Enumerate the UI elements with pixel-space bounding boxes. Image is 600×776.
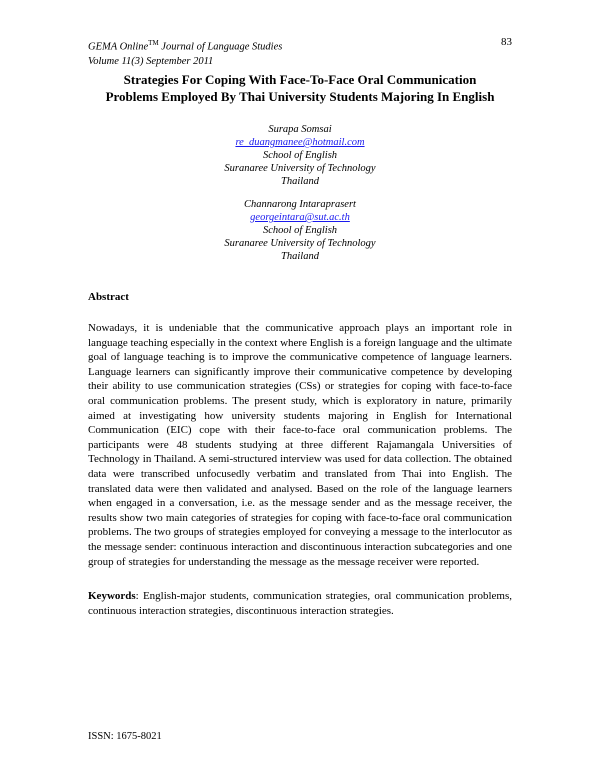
abstract-heading: Abstract: [88, 291, 129, 303]
keywords-paragraph: [88, 589, 512, 618]
author-name: Channarong Intaraprasert: [244, 199, 356, 210]
issn-footer: ISSN: 1675-8021: [88, 731, 162, 742]
page-number: 83: [501, 36, 512, 48]
author-country: Thailand: [281, 176, 319, 187]
running-header: [88, 36, 282, 69]
author-university: Suranaree University of Technology: [224, 163, 376, 174]
author-name: Surapa Somsai: [268, 124, 332, 135]
author-country: Thailand: [281, 251, 319, 262]
author-university: Suranaree University of Technology: [224, 238, 376, 249]
abstract-body: Nowadays, it is undeniable that the communicative approach plays an important role in language teaching especially in the context where English is a foreign language and the ultimate goal of language teaching is to improve the communicative competence of language learners. Language learners can significantly improve their communicative competence by developing their ability to use communication strategies (CSs) or strategies for coping with face-to-face oral communication problems. The present study, which is exploratory in nature, primarily aimed at investigating how university students majoring in English for International Communication (EIC) cope with their face-to-face oral communication problems. The participants were 48 students studying at three different Rajamangala Universities of Technology in Thailand. A semi-structured interview was used for data collection. The obtained data were transcribed unfocusedly verbatim and translated from Thai into English. The translated data were then validated and analysed. Based on the role of the language learners when engaged in a conversation, i.e. as the message sender and as the message receiver, the results show two main categories of strategies for coping with face-to-face oral communication problems. The two groups of strategies employed for conveying a message to the interlocutor as the message sender: continuous interaction and discontinuous interaction subcategories and one group of strategies for understanding the message as the message receiver were reported.: [88, 322, 512, 568]
keywords-text: : English-major students, communication strategies, oral communication problems, continuous interaction strategies, discontinuous interaction strategies.: [88, 590, 512, 617]
author-email-link[interactable]: georgeintara@sut.ac.th: [250, 212, 350, 223]
paper-title: [80, 71, 520, 105]
journal-title: [88, 36, 282, 55]
title-line-1: Strategies For Coping With Face-To-Face Oral Communication: [123, 72, 477, 87]
keywords-label: Keywords: [88, 590, 136, 602]
journal-name: GEMA Online: [88, 41, 149, 53]
author-block-2: [150, 198, 450, 263]
title-line-2: Problems Employed By Thai University Students Majoring In English: [105, 89, 495, 104]
author-email-link[interactable]: re_duangmanee@hotmail.com: [235, 137, 365, 148]
trademark-mark: TM: [148, 39, 159, 47]
journal-volume: Volume 11(3) September 2011: [88, 55, 214, 67]
author-department: School of English: [262, 225, 338, 236]
journal-name-rest: Journal of Language Studies: [158, 41, 283, 53]
author-block-1: [150, 123, 450, 188]
author-department: School of English: [262, 150, 338, 161]
